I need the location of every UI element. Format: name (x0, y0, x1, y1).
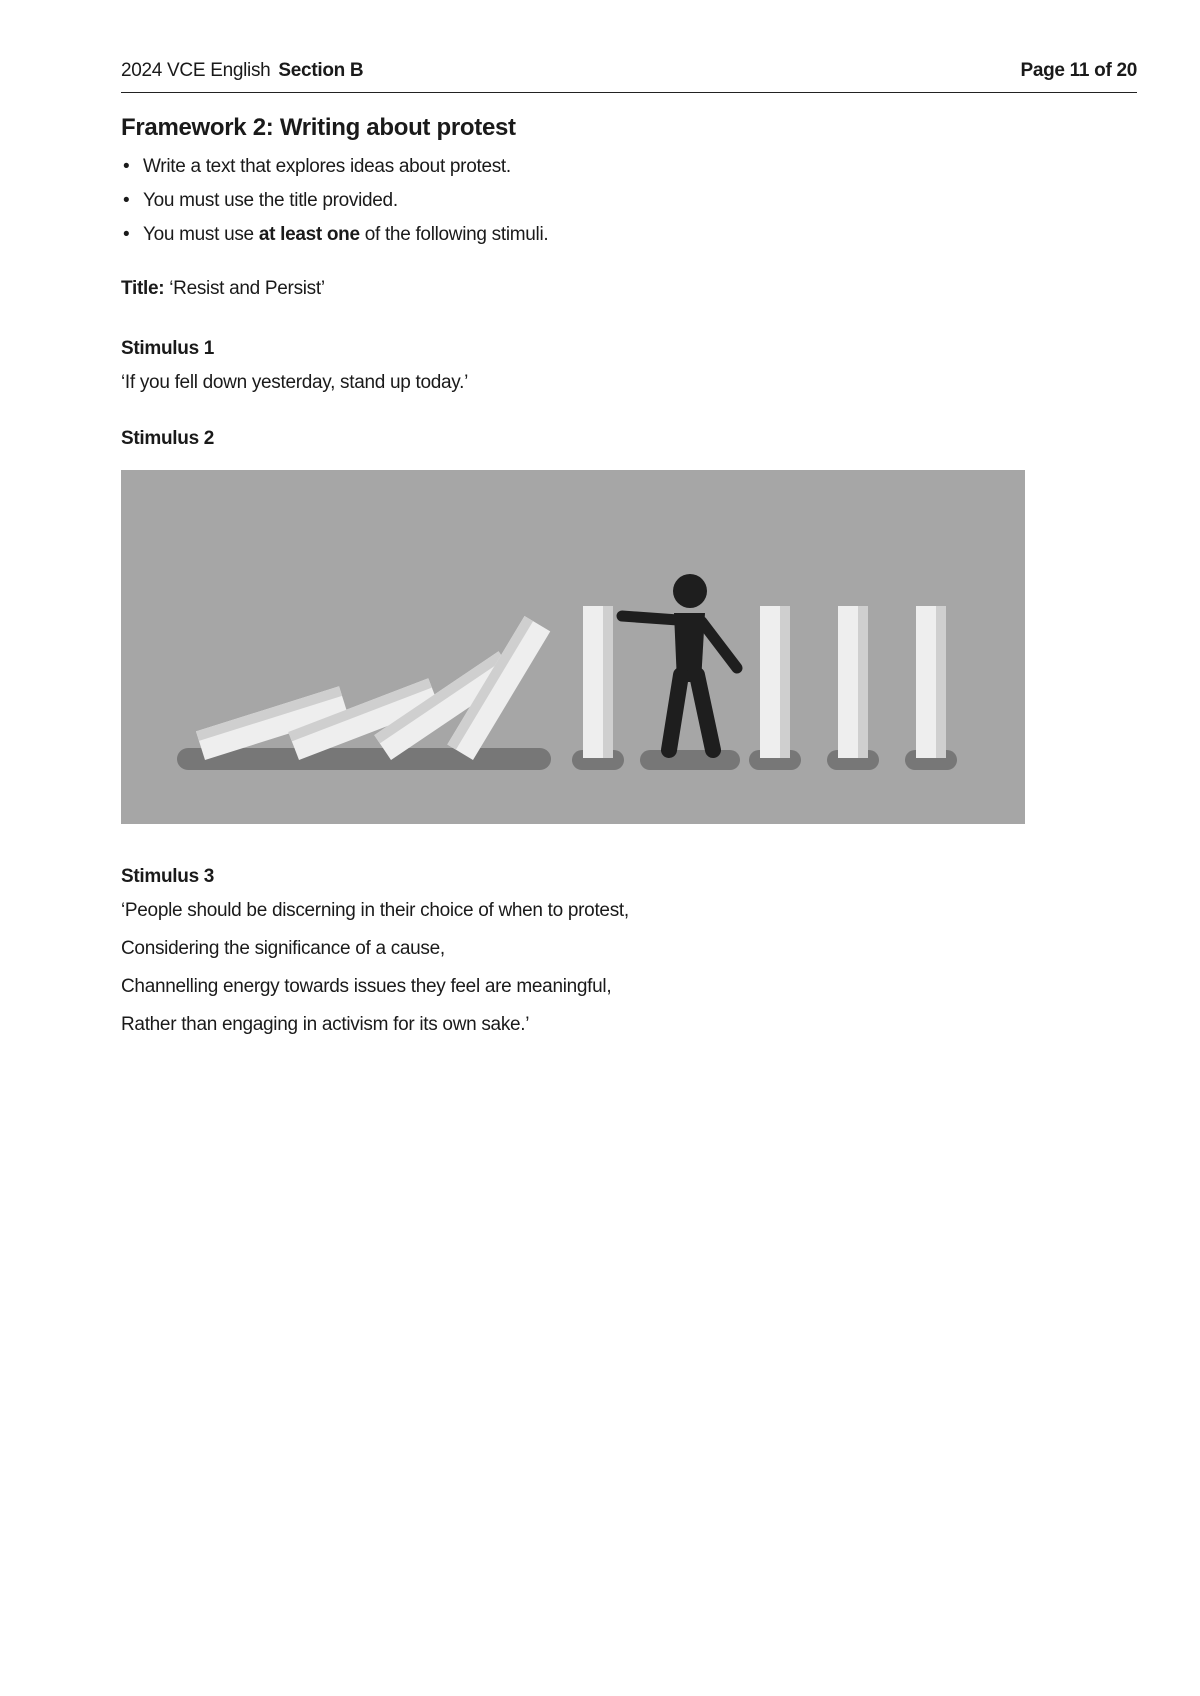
stimulus-3-line: Considering the significance of a cause, (121, 938, 445, 959)
page-number: Page 11 of 20 (1020, 60, 1137, 81)
emphasis: at least one (258, 224, 360, 245)
section-name: Section B (278, 60, 364, 81)
instruction-item: • Write a text that explores ideas about protest. (121, 150, 1121, 184)
domino-illustration (121, 470, 1025, 824)
stimulus-3-line: Channelling energy towards issues they feel are meaningful, (121, 976, 612, 997)
header-left (121, 60, 363, 82)
stimulus-2-image (121, 470, 1025, 824)
exam-name: 2024 VCE English (121, 60, 271, 81)
standing-domino (760, 606, 790, 758)
standing-domino (916, 606, 946, 758)
stimulus-3-line: ‘People should be discerning in their choice of when to protest, (121, 900, 629, 921)
title-line (121, 278, 1121, 300)
instruction-item: • You must use the title provided. (121, 184, 1121, 218)
stimulus-1-heading: Stimulus 1 (121, 338, 215, 359)
page-header (121, 58, 1137, 93)
stimulus-3-heading: Stimulus 3 (121, 866, 215, 887)
stimulus-2-heading: Stimulus 2 (121, 428, 215, 449)
instruction-list (121, 150, 1121, 252)
instruction-item: • You must use at least one of the following stimuli. (121, 218, 1121, 252)
person-shadow (640, 750, 740, 770)
framework-title: Framework 2: Writing about protest (121, 114, 516, 141)
title-value: ‘Resist and Persist’ (164, 278, 325, 299)
title-label: Title: (121, 278, 165, 299)
stimulus-1-text: ‘If you fell down yesterday, stand up today.’ (121, 372, 468, 393)
page-content (121, 114, 1121, 1044)
ground-shadow (177, 748, 551, 770)
standing-domino (838, 606, 868, 758)
standing-domino (583, 606, 613, 758)
stimulus-3-line: Rather than engaging in activism for its own sake.’ (121, 1014, 530, 1035)
